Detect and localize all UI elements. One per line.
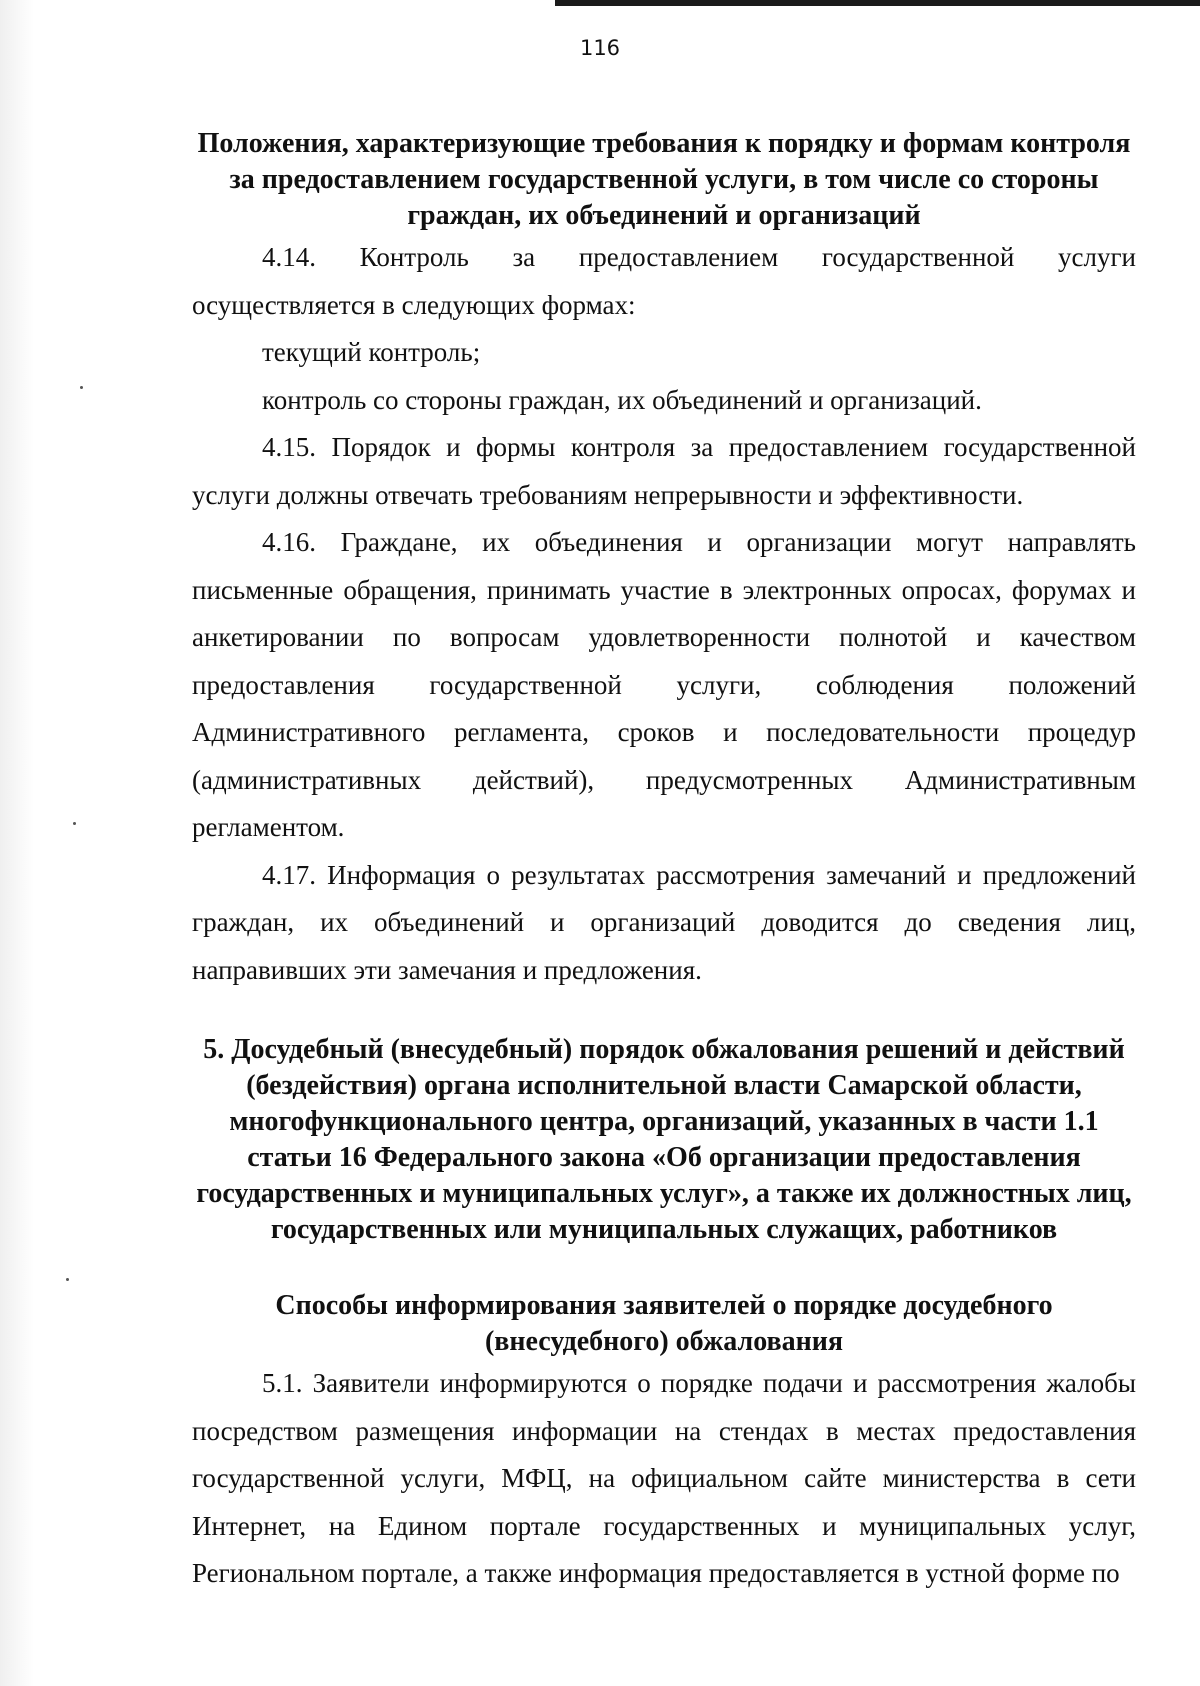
paragraph-4-16: 4.16. Граждане, их объединения и организации могут направлять письменные обращения, принимать участие в электронных опросах, форумах и анкетировании по вопросам удовлетворенности полнотой и качеством предоставления государственной услуги, соблюдения положений Административного регламента, сроков и последовательности процедур (административных действий), предусмотренных Административным регламентом. [192, 527, 1136, 842]
paragraph-4-14: 4.14. Контроль за предоставлением государственной услуги осуществляется в следующих формах: [192, 242, 1136, 320]
paragraph-4-15: 4.15. Порядок и формы контроля за предоставлением государственной услуги должны отвечать требованиям непрерывности и эффективности. [192, 432, 1136, 510]
scan-speck [80, 386, 83, 389]
section5-subheading: Способы информирования заявителей о порядке досудебного (внесудебного) обжалования [275, 1290, 1053, 1357]
scan-margin [0, 0, 34, 1686]
control-form-citizens: контроль со стороны граждан, их объединений и организаций. [262, 384, 982, 415]
scan-speck [66, 1278, 69, 1281]
control-form-current: текущий контроль; [262, 337, 481, 367]
section4-heading: Положения, характеризующие требования к порядку и формам контроля за предоставлением государственной услуги, в том числе со стороны граждан, их объединений и организаций [197, 128, 1131, 231]
page-number: 116 [579, 36, 621, 60]
paragraph-5-1: 5.1. Заявители информируются о порядке подачи и рассмотрения жалобы посредством размещения информации на стендах в местах предоставления государственной услуги, МФЦ, на официальном сайте министерства в сети Интернет, на Едином портале государственных и муниципальных услуг, Региональном портале, а также информация предоставляется в устной форме по [192, 1368, 1136, 1588]
scan-speck [73, 822, 76, 825]
document-body [192, 126, 1136, 1598]
paragraph-4-17: 4.17. Информация о результатах рассмотрения замечаний и предложений граждан, их объединений и организаций доводится до сведения лиц, направивших эти замечания и предложения. [192, 859, 1136, 985]
section5-heading: 5. Досудебный (внесудебный) порядок обжалования решений и действий (бездействия) органа исполнительной власти Самарской области, многофункционального центра, организаций, указанных в части 1.1 статьи 16 Федерального закона «Об организации предоставления государственных и муниципальных услуг», а также их должностных лиц, государственных или муниципальных служащих, работников [196, 1034, 1132, 1245]
scan-edge [555, 0, 1200, 6]
